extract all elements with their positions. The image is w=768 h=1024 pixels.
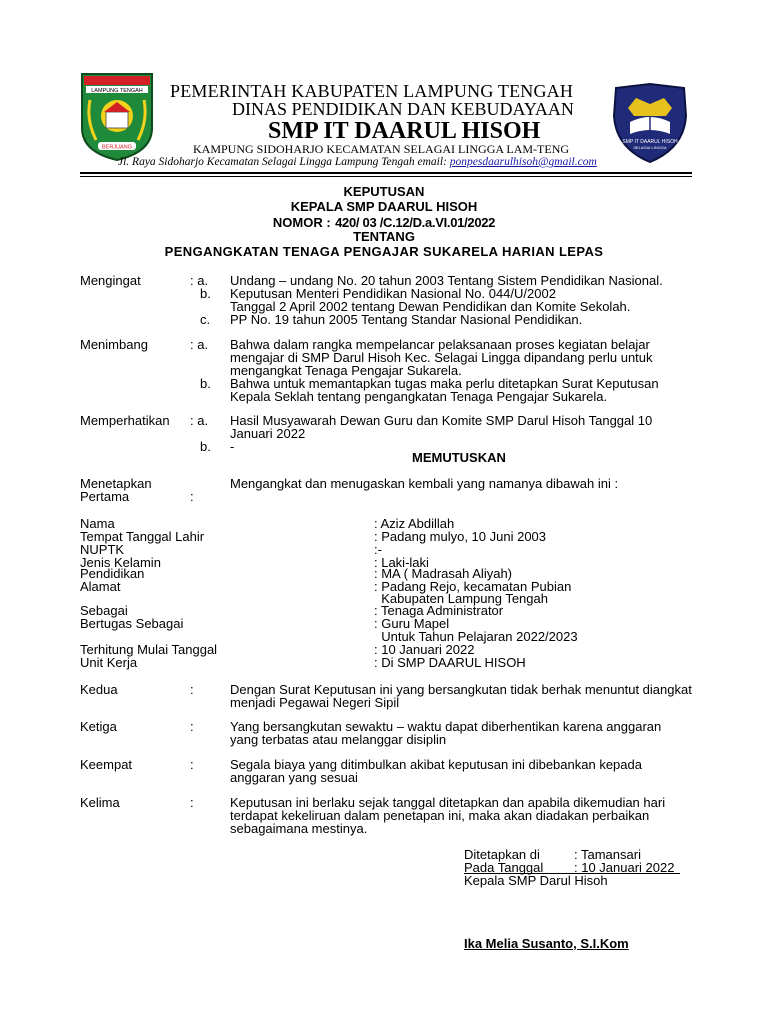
department-name: DINAS PENDIDIKAN DAN KEBUDAYAAN [232,99,574,119]
memperhatikan-a-mark: : a. [190,413,209,428]
identity-label: Jenis Kelamin [80,555,161,570]
memutuskan-heading: MEMUTUSKAN [412,450,506,465]
identity-value: : Padang Rejo, kecamatan Pubian [374,579,572,594]
ketiga-text-2: yang terbatas atau melanggar disiplin [230,732,447,747]
school-name: SMP IT DAARUL HISOH [268,118,541,144]
memperhatikan-a1: Hasil Musyawarah Dewan Guru dan Komite SMP Darul Hisoh Tanggal 10 [230,413,653,428]
identity-value: : MA ( Madrasah Aliyah) [374,566,512,581]
mengingat-c: PP No. 19 tahun 2005 Tentang Standar Nasional Pendidikan. [230,312,583,327]
mengingat-b-mark: b. [200,286,211,301]
ketiga-text-1: Yang bersangkutan sewaktu – waktu dapat diberhentikan karena anggaran [230,719,662,734]
tanggal-value: : 10 Januari 2022 [574,860,675,875]
identity-label: Alamat [80,579,121,594]
kelima-text-1: Keputusan ini berlaku sejak tanggal ditetapkan dan apabila dikemudian hari [230,795,666,810]
decree-subject: PENGANGKATAN TENAGA PENGAJAR SUKARELA HARIAN LEPAS [164,244,604,259]
mengingat-b1: Keputusan Menteri Pendidikan Nasional No. 044/U/2002 [230,286,556,301]
school-address: KAMPUNG SIDOHARJO KECAMATAN SELAGAI LINGGA LAM-TENG [193,142,570,156]
identity-value: : Laki-laki [374,555,429,570]
kedua-colon: : [190,682,194,697]
emblem-motto: BERJUANG [102,144,132,151]
school-logo-sub: SELAGAI LINGGA [633,145,667,150]
menimbang-a3: mengangkat Tenaga Pengajar Sukarela. [230,363,462,378]
letterhead-rule-thick [80,172,692,174]
signatory-name: Ika Melia Susanto, S.I.Kom [464,936,629,951]
menetapkan-text: Mengangkat dan menugaskan kembali yang namanya dibawah ini : [230,476,619,491]
menimbang-b1: Bahwa untuk memantapkan tugas maka perlu ditetapkan Surat Keputusan [230,376,659,391]
pertama-colon: : [190,489,194,504]
mengingat-a: Undang – undang No. 20 tahun 2003 Tentang Sistem Pendidikan Nasional. [230,273,663,288]
letterhead-rule-thin [80,176,692,177]
identity-label: NUPTK [80,542,125,557]
kedua-text-2: menjadi Pegawai Negeri Sipil [230,695,400,710]
decree-issuer: KEPALA SMP DAARUL HISOH [290,199,478,214]
identity-label: Sebagai [80,603,128,618]
identity-label: Nama [80,516,115,531]
menimbang-a-mark: : a. [190,337,209,352]
pertama-label: Pertama [80,489,130,504]
school-contact [118,156,597,168]
identity-value: :- [374,542,382,557]
kedua-text-1: Dengan Surat Keputusan ini yang bersangkutan tidak berhak menuntut diangkat [230,682,692,697]
ketiga-label: Ketiga [80,719,117,734]
identity-label: Terhitung Mulai Tanggal [80,642,218,657]
keempat-text-2: anggaran yang sesuai [230,770,358,785]
school-logo [608,82,692,164]
decree-about: TENTANG [353,229,415,244]
memperhatikan-label: Memperhatikan [80,413,170,428]
identity-value: : Tenaga Administrator [374,603,504,618]
keempat-label: Keempat [80,757,133,772]
identity-label: Unit Kerja [80,655,138,670]
mengingat-label: Mengingat [80,273,141,288]
menimbang-b2: Kepala Seklah tentang pengangkatan Tenaga Pengajar Sukarela. [230,389,608,404]
identity-value: : Guru Mapel [374,616,450,631]
identity-value: Kabupaten Lampung Tengah [374,591,548,606]
ditetapkan-value: : Tamansari [574,847,641,862]
decree-number-label: NOMOR : [272,215,331,230]
menimbang-label: Menimbang [80,337,148,352]
keempat-colon: : [190,757,194,772]
lampung-tengah-emblem [78,70,156,162]
decree-title: KEPUTUSAN [343,184,425,199]
kedua-label: Kedua [80,682,118,697]
kelima-label: Kelima [80,795,120,810]
kelima-text-2: terdapat kekeliruan dalam penetapan ini, maka akan diadakan perbaikan [230,808,650,823]
kelima-colon: : [190,795,194,810]
menetapkan-label: Menetapkan [80,476,152,491]
identity-value: : Padang mulyo, 10 Juni 2003 [374,529,547,544]
identity-label: Bertugas Sebagai [80,616,184,631]
ketiga-colon: : [190,719,194,734]
kelima-text-3: sebagaimana mestinya. [230,821,368,836]
menimbang-b-mark: b. [200,376,211,391]
street-address: Jl. Raya Sidoharjo Kecamatan Selagai Lingga Lampung Tengah email: [118,156,447,168]
keempat-text-1: Segala biaya yang ditimbulkan akibat keputusan ini dibebankan kepada [230,757,642,772]
identity-value: : Aziz Abdillah [374,516,455,531]
identity-value: Untuk Tahun Pelajaran 2022/2023 [374,629,578,644]
mengingat-c-mark: c. [200,312,211,327]
memperhatikan-b-mark: b. [200,439,211,454]
tanggal-label: Pada Tanggal [464,860,544,875]
government-name: PEMERINTAH KABUPATEN LAMPUNG TENGAH [170,81,574,101]
menimbang-a2: mengajar di SMP Darul Hisoh Kec. Selagai Lingga dipandang perlu untuk [230,350,653,365]
school-logo-name: SMP IT DAARUL HISOH [622,139,678,145]
memperhatikan-b: - [230,439,235,454]
mengingat-a-mark: : a. [190,273,209,288]
emblem-label: LAMPUNG TENGAH [91,88,143,94]
ditetapkan-label: Ditetapkan di [464,847,540,862]
identity-value: : 10 Januari 2022 [374,642,475,657]
signatory-position: Kepala SMP Darul Hisoh [464,873,608,888]
memperhatikan-a2: Januari 2022 [230,426,306,441]
identity-value: : Di SMP DAARUL HISOH [374,655,526,670]
mengingat-b2: Tanggal 2 April 2002 tentang Dewan Pendidikan dan Komite Sekolah. [230,299,631,314]
identity-label: Tempat Tanggal Lahir [80,529,205,544]
menimbang-a1: Bahwa dalam rangka mempelancar pelaksanaan proses kegiatan belajar [230,337,650,352]
email-link[interactable]: ponpesdaarulhisoh@gmail.com [449,156,597,168]
identity-label: Pendidikan [80,566,145,581]
decree-number-value: 420/ 03 /C.12/D.a.VI.01/2022 [335,215,496,230]
